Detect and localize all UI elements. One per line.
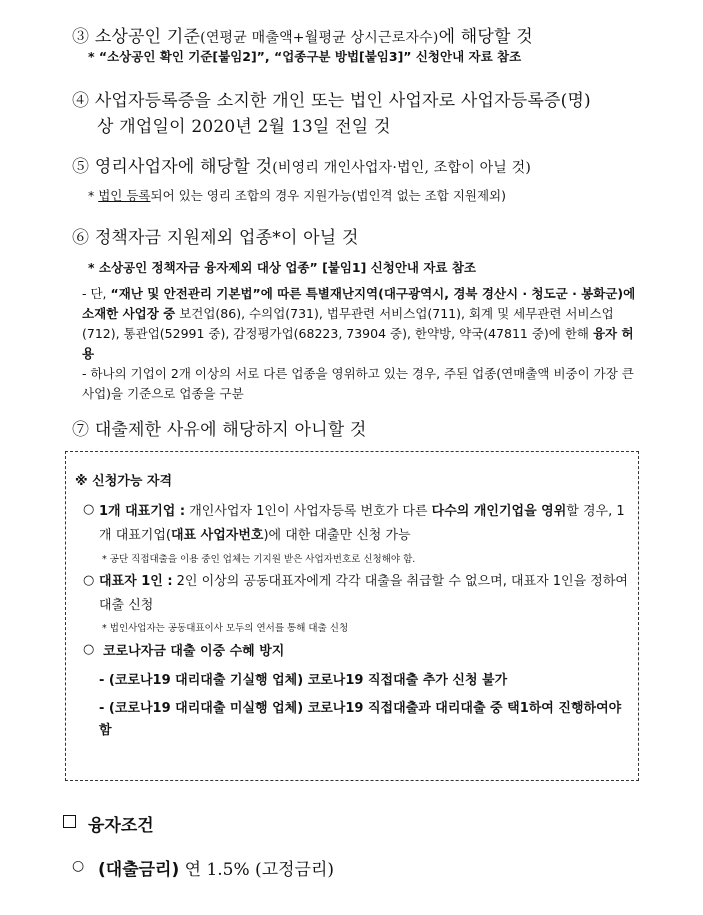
section-checkbox-icon [63,815,76,828]
item-6-dash-1-a: - 단, [82,286,111,301]
item-5-note-underlined: 법인 등록 [98,188,151,203]
bullet-3-label: 코로나자금 대출 이중 수혜 방지 [103,644,285,659]
bullet-3-dash-1: - (코로나19 대리대출 기실행 업체) 코로나19 직접대출 추가 신청 불가 [99,673,508,688]
bullet-3-dash-2: - (코로나19 대리대출 미실행 업체) 코로나19 직접대출과 대리대출 중 택1하여 진행하여야 함 [99,701,622,738]
item-4-number: ④ [72,91,90,111]
item-6-dash-1-c: 보건업(86), 수의업(731), 법무관련 서비스업(711), 회계 및 세무관련 서비스업(712), 통관업(52991 중), 감정평가업(68223, 73904 중), 한약방, 약국(47811 중)에 한해 [82,306,614,341]
item-3-number: ③ [72,27,90,47]
item-6-dash-1-b: “재난 및 안전관리 기본법”에 따른 특별재난지역(대구광역시, 경북 경산시 · 청도군 · 봉화군)에 소재한 사업장 중 [82,286,636,321]
eligibility-title: ※ 신청가능 자격 [75,474,173,489]
item-6-dash-1-d: 융자 허용 [82,326,634,361]
bullet-1-t2: 다수의 개인기업을 영위 [431,504,567,519]
item-4-line2: 상 개업일이 2020년 2월 13일 전일 것 [97,117,391,137]
rate-line [98,855,334,880]
eligibility-box [65,451,639,781]
bullet-1-note: * 공단 직접대출을 이용 중인 업체는 기지원 받은 사업자번호로 신청해야 함. [102,554,416,565]
rate-value: 연 1.5% (고정금리) [184,860,335,880]
bullet-2-t1: 2인 이상의 공동대표자에게 각각 대출을 취급할 수 없으며, 대표자 1인을 정하여 대출 신청 [99,574,628,613]
bullet-1-mark: ○ [83,502,95,517]
item-6 [72,223,359,248]
item-3-paren: (연평균 매출액+월평균 상시근로자수) [200,30,439,46]
item-5-number: ⑤ [72,157,90,177]
bullet-1-t4: 대표 사업자번호 [171,528,264,543]
item-6-note: * 소상공인 정책자금 융자제외 대상 업종” [붙임1] 신청안내 자료 참조 [88,260,476,275]
item-3 [72,22,533,47]
item-5 [72,152,531,177]
item-4 [72,86,591,111]
item-6-text: 정책자금 지원제외 업종*이 아닐 것 [94,228,359,248]
bullet-1-t3: 할 경우, 1개 대표기업( [99,504,625,543]
item-7-number: ⑦ [72,420,90,440]
item-5-note-rest: 되어 있는 영리 조합의 경우 지원가능(법인격 없는 조합 지원제외) [150,188,507,203]
item-5-note-star: * [88,188,95,203]
item-6-dash-2: - 하나의 기업이 2개 이상의 서로 다른 업종을 영위하고 있는 경우, 주된 업종(연매출액 비중이 가장 큰 사업)을 기준으로 업종을 구분 [82,366,634,401]
rate-bullet: ○ [72,858,85,874]
bullet-2-note: * 법인사업자는 공동대표이사 모두의 연서를 통해 대출 신청 [102,623,349,634]
item-5-paren: (비영리 개인사업자·법인, 조합이 아닐 것) [272,160,532,176]
item-5-text: 영리사업자에 해당할 것 [94,157,273,177]
item-6-number: ⑥ [72,228,90,248]
section-title: 융자조건 [88,816,154,836]
bullet-2-mark: ○ [83,573,95,588]
item-4-line1: 사업자등록증을 소지한 개인 또는 법인 사업자로 사업자등록증(명) [94,91,591,111]
bullet-2-label: 대표자 1인 : [99,574,173,589]
item-3-text: 소상공인 기준 [94,27,201,47]
bullet-3-mark: ○ [83,642,95,657]
bullet-1-t1: 개인사업자 1인이 사업자등록 번호가 다른 [185,504,432,519]
item-3-tail: 에 해당할 것 [438,27,533,47]
item-7 [72,415,367,440]
bullet-1-text [99,500,629,548]
item-7-text: 대출제한 사유에 해당하지 아니할 것 [94,420,367,440]
bullet-1-t5: )에 대한 대출만 신청 가능 [263,528,411,543]
item-6-dash-1 [82,284,642,364]
bullet-1-label: 1개 대표기업 : [99,504,186,519]
rate-label: (대출금리) [98,860,180,880]
item-3-note: * “소상공인 확인 기준[붙임2]”, “업종구분 방법[붙임3]” 신청안내 자료 참조 [88,49,522,64]
item-5-note [88,186,506,204]
bullet-2-text [99,570,629,618]
